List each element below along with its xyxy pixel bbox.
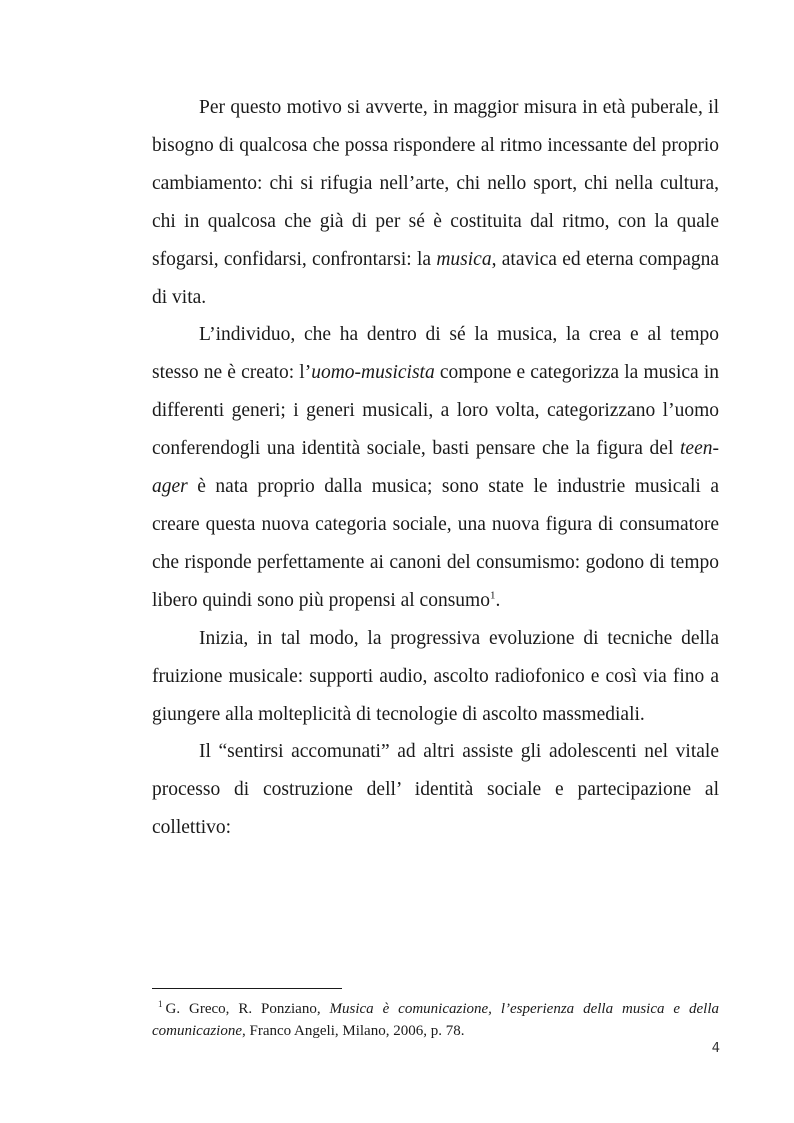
p3-text-1: Inizia, in tal modo, la progressiva evoluzione di tecniche della fruizione musicale: supporti audio, ascolto radiofonico e così via fino a giungere alla molteplicità di tecnologie di ascolto massmediali. [152,627,719,725]
footnote [152,998,719,1042]
body-text [152,89,719,847]
footnote-text-1: G. Greco, R. Ponziano, [165,1001,330,1017]
p2-italic-uomo-musicista: uomo-musicista [311,362,435,384]
paragraph-2 [152,316,719,619]
page-number: 4 [711,1041,720,1056]
footnote-separator [152,988,342,989]
paragraph-4 [152,733,719,847]
paragraph-3 [152,620,719,734]
p1-text-2: , atavica ed eterna compagna di vita. [152,248,720,308]
p2-text-4: . [495,589,501,611]
p2-text-1: L’individuo, che ha dentro di sé la musica, la crea e al tempo stesso ne è creato: l’ [152,324,719,384]
p4-text-1: Il “sentirsi accomunati” ad altri assiste gli adolescenti nel vitale processo di costruzione dell’ identità sociale e partecipazione al collettivo: [152,741,719,839]
p1-italic-musica: musica [436,248,492,270]
footnote-italic-title: Musica è comunicazione, l’esperienza della musica e della comunicazione [152,1001,719,1039]
p1-text-1: Per questo motivo si avverte, in maggior misura in età puberale, il bisogno di qualcosa che possa rispondere al ritmo incessante del proprio cambiamento: chi si rifugia nell’arte, chi nello sport, chi nella cultura, chi in qualcosa che già di per sé è costituita dal ritmo, con la quale sfogarsi, confidarsi, confrontarsi: la [152,97,719,270]
footnote-mark: 1 [158,999,163,1009]
footnote-reference[interactable]: 1 [489,589,496,602]
footnote-text-2: , Franco Angeli, Milano, 2006, p. 78. [241,1023,465,1039]
p2-text-2: compone e categorizza la musica in differenti generi; i generi musicali, a loro volta, categorizzano l’uomo conferendogli una identità sociale, basti pensare che la figura del [152,362,719,460]
p2-text-3: è nata proprio dalla musica; sono state le industrie musicali a creare questa nuova categoria sociale, una nuova figura di consumatore che risponde perfettamente ai canoni del consumismo: godono di tempo libero quindi sono più propensi al consumo [152,476,719,611]
paragraph-1 [152,89,719,316]
p2-italic-teen-ager: teen-ager [152,438,719,498]
